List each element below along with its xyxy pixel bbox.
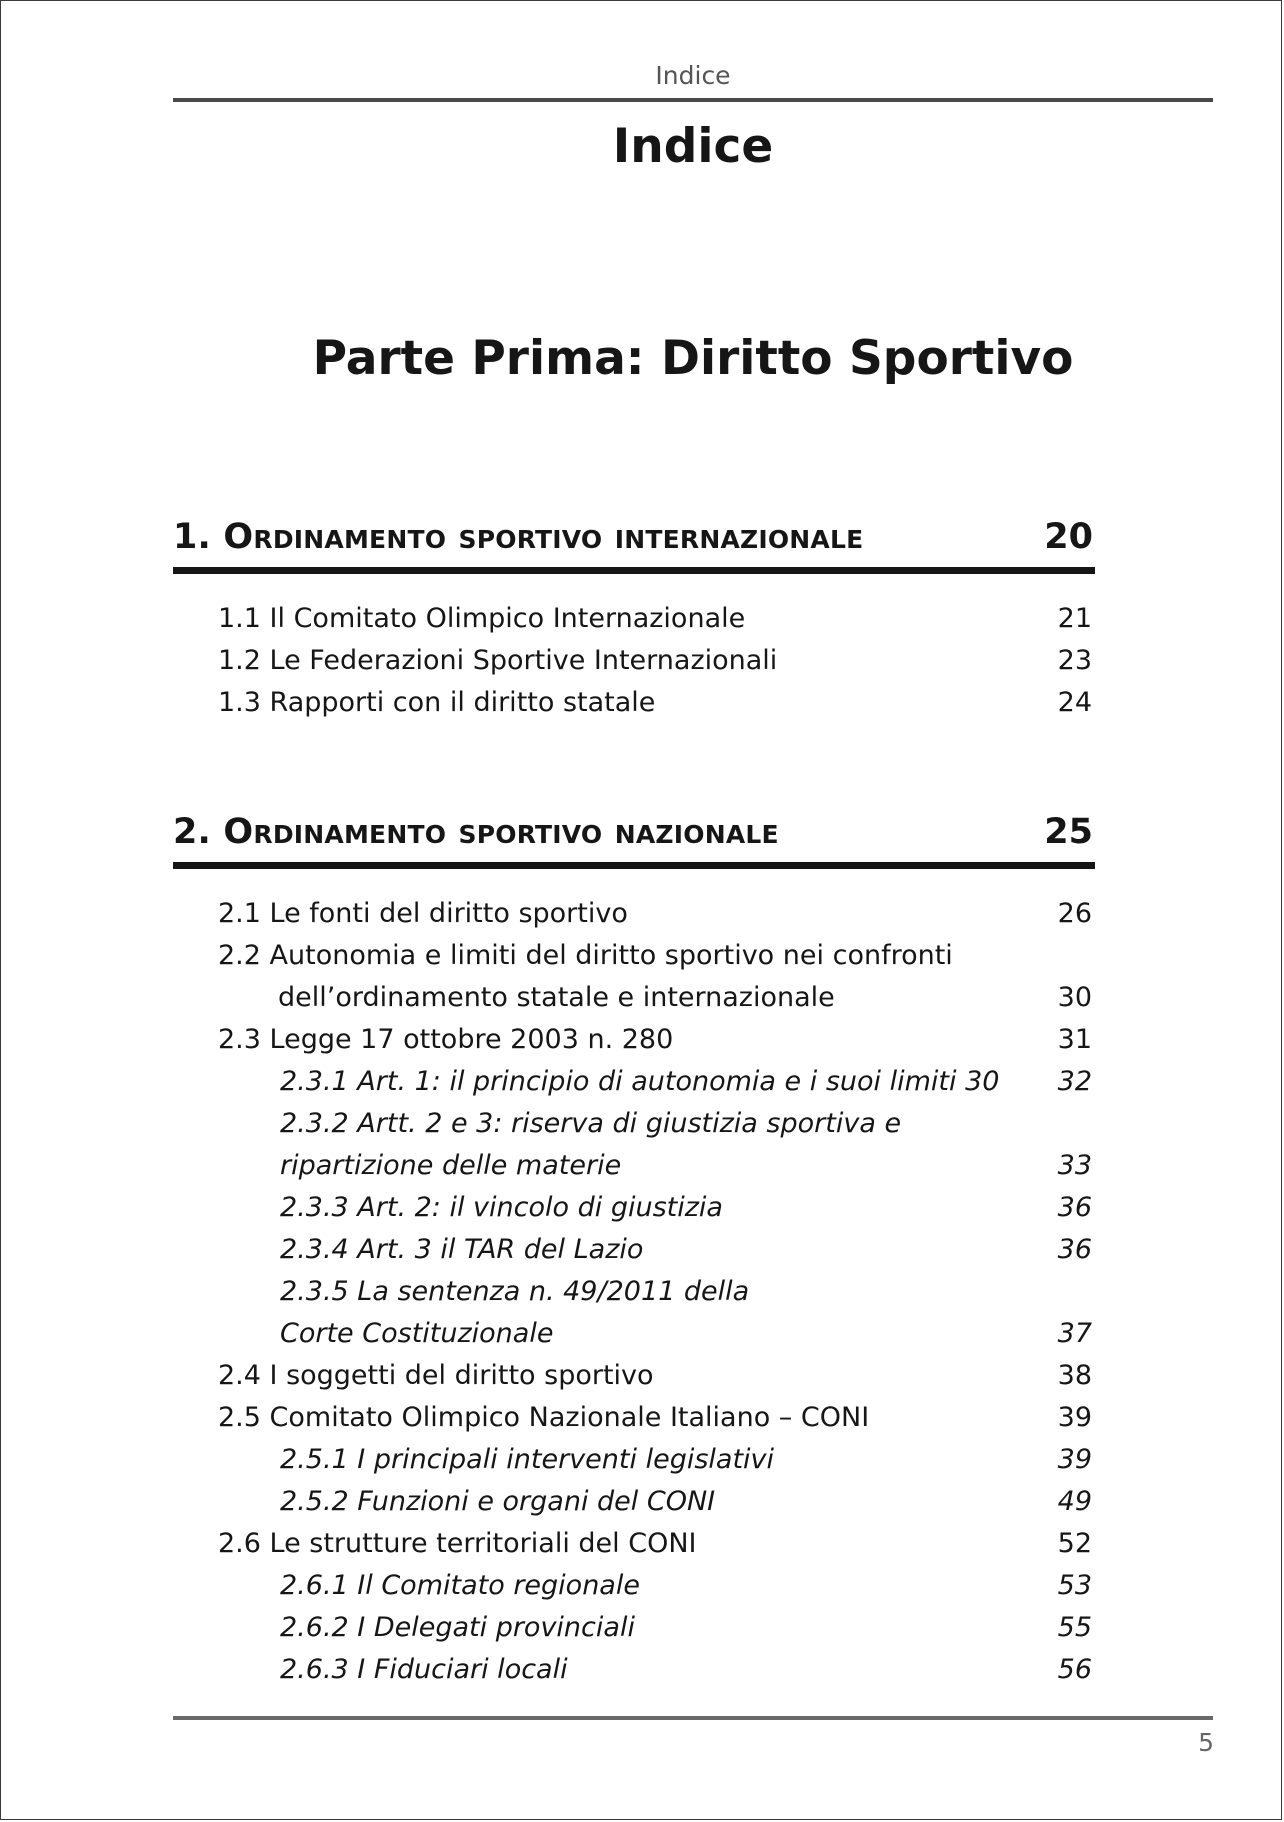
toc-entry-label: 2.5 Comitato Olimpico Nazionale Italiano – CONI [218,1402,870,1433]
toc-entry-page: 38 [1057,1360,1092,1391]
toc-entry-label: 2.6.3 I Fiduciari locali [280,1654,568,1685]
page-number: 5 [1198,1728,1214,1757]
toc-entry-page: 36 [1057,1234,1092,1265]
toc-entry-continuation: ripartizione delle materie [280,1150,622,1181]
toc-entry-page: 36 [1057,1192,1092,1223]
toc-subentry[interactable] [218,1061,1092,1103]
chapter-entries [218,598,1092,724]
toc-entry[interactable] [218,1397,1092,1439]
running-head: Indice [655,61,731,90]
toc-subentry[interactable] [218,1481,1092,1523]
toc-entry[interactable] [218,893,1092,935]
toc-entry[interactable] [218,935,1092,1019]
toc-entry-page: 39 [1057,1402,1092,1433]
chapter-title: 1. Ordinamento sportivo internazionale [173,517,864,557]
toc-entry-label: 1.3 Rapporti con il diritto statale [218,687,656,718]
page-title: Indice [612,119,774,174]
toc-entry-label: 2.3.1 Art. 1: il principio di autonomia e i suoi limiti 30 [280,1066,1000,1097]
toc-entry-page: 37 [1057,1318,1092,1349]
toc-entry-page: 30 [1057,982,1092,1013]
toc-entry-page: 31 [1057,1024,1092,1055]
chapter-heading[interactable] [173,513,1095,574]
chapter-page: 20 [1044,517,1093,557]
toc-subentry[interactable] [218,1649,1092,1691]
toc-entry-page: 52 [1057,1528,1092,1559]
toc-entry-page: 39 [1057,1444,1092,1475]
toc-entry-label: 2.5.2 Funzioni e organi del CONI [280,1486,716,1517]
toc-entry-page: 21 [1057,603,1092,634]
footer-rule [173,1716,1213,1720]
toc-entry[interactable] [218,598,1092,640]
toc-entry-label: 2.3.2 Artt. 2 e 3: riserva di giustizia sportiva e [280,1108,902,1139]
toc-subentry[interactable] [218,1103,1092,1187]
toc-entry-label: 2.5.1 I principali interventi legislativi [280,1444,775,1475]
toc-entry-label: 2.3.5 La sentenza n. 49/2011 della [280,1276,750,1307]
toc-entry[interactable] [218,1523,1092,1565]
toc-entry-page: 23 [1057,645,1092,676]
toc-entry-page: 55 [1057,1612,1092,1643]
toc-entry-label: 1.1 Il Comitato Olimpico Internazionale [218,603,746,634]
toc-entry-label: 2.6 Le strutture territoriali del CONI [218,1528,697,1559]
toc-subentry[interactable] [218,1607,1092,1649]
toc-entry-label: 2.3 Legge 17 ottobre 2003 n. 280 [218,1024,674,1055]
toc-entry-continuation: Corte Costituzionale [280,1318,554,1349]
toc-entry-label: 2.1 Le fonti del diritto sportivo [218,898,628,929]
toc-entry-label: 2.6.2 I Delegati provinciali [280,1612,635,1643]
toc-entry-label: 2.3.3 Art. 2: il vincolo di giustizia [280,1192,723,1223]
toc-entry[interactable] [218,1355,1092,1397]
toc-subentry[interactable] [218,1187,1092,1229]
toc-entry-label: 2.2 Autonomia e limiti del diritto sportivo nei confronti [218,940,953,971]
toc-entry-page: 33 [1057,1150,1092,1181]
toc-entry-page: 24 [1057,687,1092,718]
toc-entry-page: 53 [1057,1570,1092,1601]
chapter-heading[interactable] [173,808,1095,869]
toc-entry-label: 2.4 I soggetti del diritto sportivo [218,1360,654,1391]
toc-entry[interactable] [218,682,1092,724]
toc-subentry[interactable] [218,1271,1092,1355]
toc-subentry[interactable] [218,1439,1092,1481]
chapter-page: 25 [1044,812,1093,852]
toc-subentry[interactable] [218,1229,1092,1271]
header-rule [173,98,1213,102]
chapter-entries [218,893,1092,1691]
toc-subentry[interactable] [218,1565,1092,1607]
toc-entry-page: 26 [1057,898,1092,929]
toc-entry-page: 56 [1057,1654,1092,1685]
toc-entry[interactable] [218,640,1092,682]
toc-entry-label: 1.2 Le Federazioni Sportive Internazionali [218,645,778,676]
toc-entry-continuation: dell’ordinamento statale e internazionale [278,982,835,1013]
toc-entry-label: 2.3.4 Art. 3 il TAR del Lazio [280,1234,644,1265]
toc-entry[interactable] [218,1019,1092,1061]
part-title: Parte Prima: Diritto Sportivo [312,331,1074,386]
toc-entry-label: 2.6.1 Il Comitato regionale [280,1570,640,1601]
toc-entry-page: 32 [1057,1066,1092,1097]
toc-entry-page: 49 [1057,1486,1092,1517]
chapter-title: 2. Ordinamento sportivo nazionale [173,812,779,852]
